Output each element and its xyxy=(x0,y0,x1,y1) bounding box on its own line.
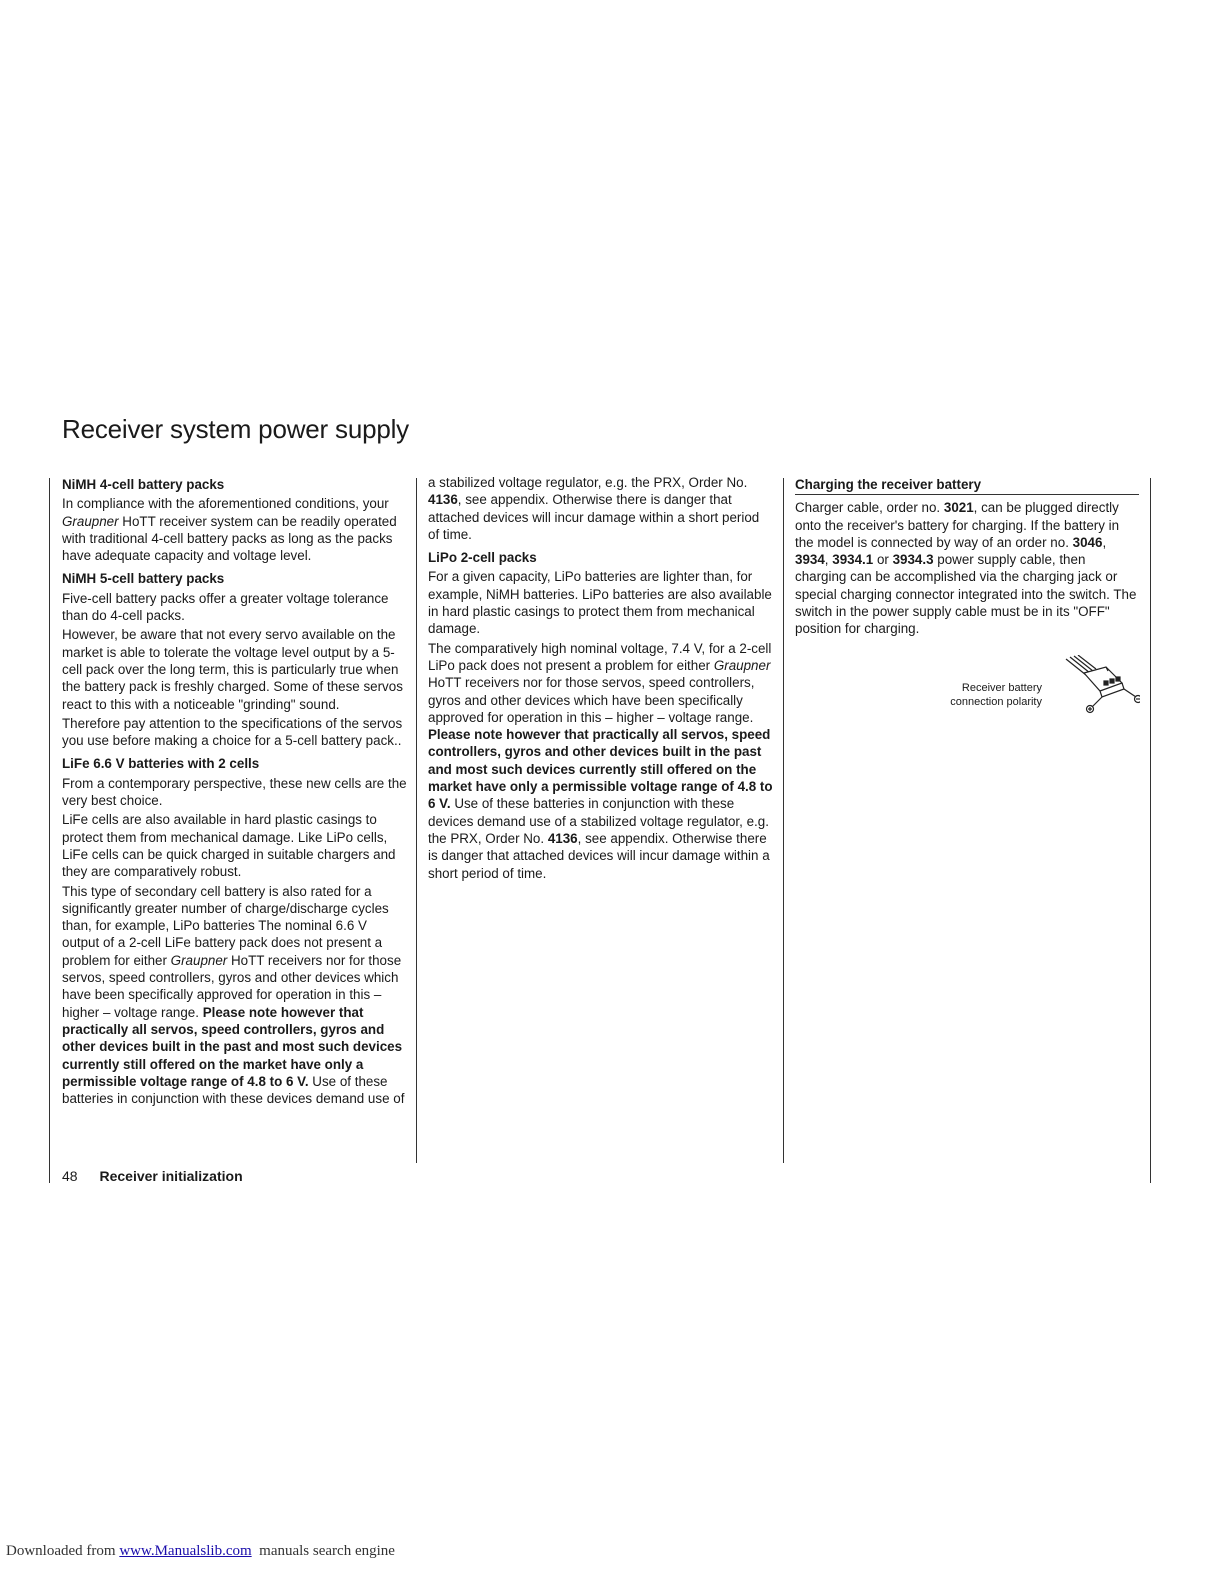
column-divider-1 xyxy=(416,478,417,1163)
download-suffix: manuals search engine xyxy=(259,1543,395,1559)
paragraph-continuation: a stabilized voltage regulator, e.g. the PRX, Order No. 4136, see appendix. Otherwise there is danger that attached devices will incur damage within a short period of time. xyxy=(428,475,760,542)
paragraph-nimh-5cell-3: Therefore pay attention to the specifications of the servos you use before making a choice for a 5-cell battery pack.. xyxy=(62,715,403,749)
paragraph-life-1: From a contemporary perspective, these new cells are the very best choice. xyxy=(62,775,407,809)
column-divider-2 xyxy=(783,478,784,1163)
paragraph-life-3: This type of secondary cell battery is also rated for a significantly greater number of charge/discharge cycles than, for example, LiPo batteries The nominal 6.6 V output of a 2-cell LiFe battery pack does not present a problem for either Graupner HoTT receivers nor for those servos, speed controllers, gyros and other devices which have been specifically approved for operation in this – higher – voltage range. Please note however that practically all servos, speed controllers, gyros and other devices built in the past and most such devices currently still offered on the market have only a permissible voltage range of 4.8 to 6 V. Use of these batteries in conjunction with these devices demand use of xyxy=(62,883,405,1107)
battery-connector-polarity-icon xyxy=(1056,655,1140,715)
download-bar xyxy=(6,1543,395,1560)
paragraph-lipo-1: For a given capacity, LiPo batteries are lighter than, for example, NiMH batteries. LiPo batteries are also available in hard plastic casings to protect them from mechanical damage. xyxy=(428,569,772,637)
column-1 xyxy=(62,476,407,1109)
page-title: Receiver system power supply xyxy=(62,414,409,444)
right-margin-rule xyxy=(1150,478,1151,1183)
paragraph-life-2: LiFe cells are also available in hard plastic casings to protect them from mechanical damage. Like LiPo cells, LiFe cells can be quick charged in suitable chargers and they are comparatively robust. xyxy=(62,812,396,880)
paragraph-lipo-2: The comparatively high nominal voltage, 7.4 V, for a 2-cell LiPo pack does not present a problem for either Graupner HoTT receivers nor for those servos, speed controllers, gyros and other devices which have been specifically approved for operation in this – higher – voltage range. Please note however that practically all servos, speed controllers, gyros and other devices built in the past and most such devices currently still offered on the market have only a permissible voltage range of 4.8 to 6 V. Use of these batteries in conjunction with these devices demand use of a stabilized voltage regulator, e.g. the PRX, Order No. 4136, see appendix. Otherwise there is danger that attached devices will incur damage within a short period of time. xyxy=(428,640,773,881)
heading-nimh-5cell: NiMH 5-cell battery packs xyxy=(62,571,225,587)
left-margin-rule xyxy=(49,478,50,1183)
manualslib-link[interactable]: www.Manualslib.com xyxy=(119,1543,252,1559)
heading-lipo: LiPo 2-cell packs xyxy=(428,550,537,566)
heading-life: LiFe 6.6 V batteries with 2 cells xyxy=(62,756,260,772)
paragraph-nimh-5cell-1: Five-cell battery packs offer a greater voltage tolerance than do 4-cell packs. xyxy=(62,590,389,624)
figure-caption: Receiver battery connection polarity xyxy=(950,682,1042,708)
page-number: 48 xyxy=(62,1168,78,1184)
polarity-figure xyxy=(940,655,1140,715)
paragraph-charging: Charger cable, order no. 3021, can be plugged directly onto the receiver's battery for charging. If the battery in the model is connected by way of an order no. 3046, 3934, 3934.1 or 3934.3 power supply cable, then charging can be accomplished via the charging jack or special charging connector integrated into the switch. The switch in the power supply cable must be in its "OFF" position for charging. xyxy=(795,500,1137,637)
heading-charging: Charging the receiver battery xyxy=(795,476,1139,495)
heading-nimh-4cell: NiMH 4-cell battery packs xyxy=(62,477,225,492)
paragraph-nimh-4cell: In compliance with the aforementioned conditions, your Graupner HoTT receiver system can be readily operated with traditional 4-cell battery packs as long as the packs have adequate capacity and voltage level. xyxy=(62,496,397,564)
footer-section-title: Receiver initialization xyxy=(99,1168,243,1184)
column-3 xyxy=(795,476,1139,640)
download-prefix: Downloaded from xyxy=(6,1543,116,1559)
paragraph-nimh-5cell-2: However, be aware that not every servo available on the market is able to tolerate the voltage level output by a 5-cell pack over the long term, this is particularly true when the battery pack is freshly charged. Some of these servos react to this with a noticeable "grinding" sound. xyxy=(62,627,403,712)
column-2 xyxy=(428,474,773,884)
page-footer xyxy=(62,1168,243,1184)
